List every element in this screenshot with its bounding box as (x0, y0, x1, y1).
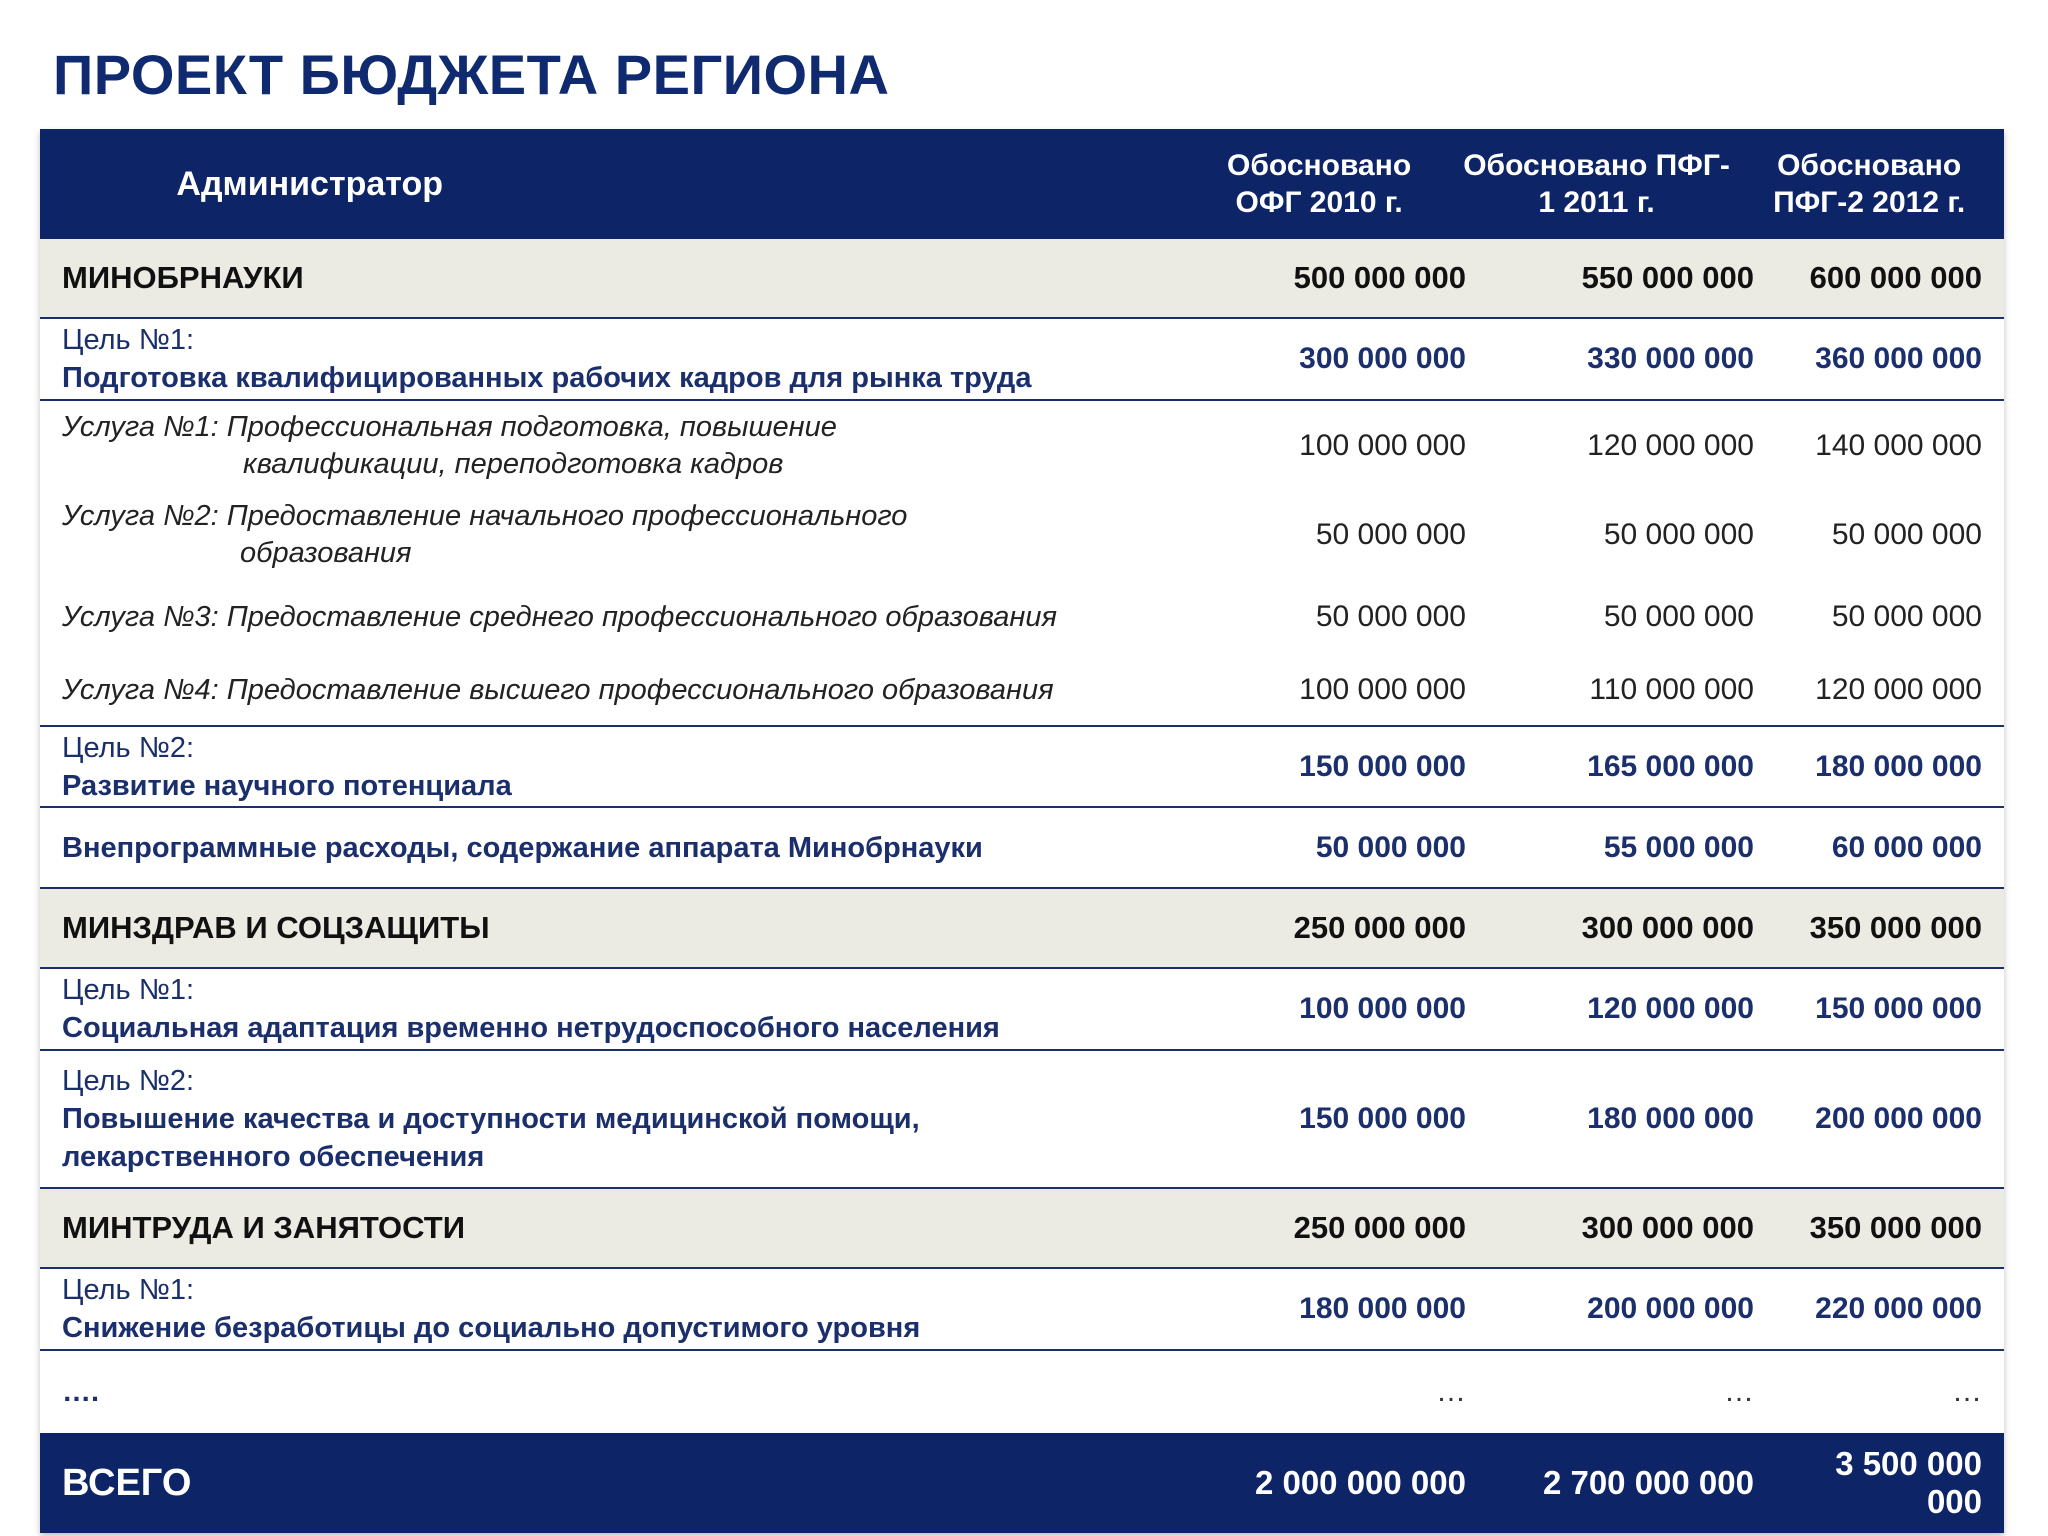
value-2010: 250 000 000 (1293, 1210, 1466, 1245)
value-2012: 180 000 000 (1815, 749, 1982, 783)
value-2011: 55 000 000 (1603, 830, 1754, 864)
value-2011: 50 000 000 (1603, 600, 1754, 633)
value-2011: 550 000 000 (1581, 260, 1754, 295)
value-2012: 600 000 000 (1809, 260, 1982, 295)
value-2012: 60 000 000 (1831, 830, 1982, 864)
service-text: Услуга №4: Предоставление высшего профессионального образования (62, 673, 1054, 706)
goal-text: Развитие научного потенциала (62, 769, 512, 802)
value-2011: 300 000 000 (1581, 910, 1754, 945)
value-2011: 110 000 000 (1589, 673, 1754, 706)
header-col-2012: Обосновано ПФГ-2 2012 г. (1773, 149, 1966, 219)
goal-label: Цель №2: (62, 731, 195, 764)
goal-row (40, 969, 2004, 1051)
ellipsis-row (40, 1351, 2004, 1433)
value-2010: 150 000 000 (1299, 1102, 1466, 1135)
goal-text: Снижение безработицы до социально допустимого уровня (62, 1312, 921, 1344)
goal-text: Подготовка квалифицированных рабочих кадров для рынка труда (62, 362, 1032, 394)
value-2012: 150 000 000 (1815, 992, 1982, 1025)
value-2010: 100 000 000 (1299, 992, 1466, 1025)
header-col-2011: Обосновано ПФГ- 1 2011 г. (1463, 149, 1730, 219)
header-col-2010: Обосновано ОФГ 2010 г. (1227, 149, 1412, 219)
value-2010: 50 000 000 (1315, 518, 1466, 551)
value-2010: … (1436, 1375, 1466, 1408)
admin-name: МИНОБРНАУКИ (62, 260, 304, 295)
service-text-cont: образования (240, 537, 412, 569)
service-row (40, 491, 2004, 579)
budget-table (40, 129, 2004, 1533)
value-2012: 120 000 000 (1815, 673, 1982, 706)
value-2011: 200 000 000 (1587, 1292, 1754, 1325)
value-2011: 300 000 000 (1581, 1210, 1754, 1245)
goal-row (40, 1269, 2004, 1351)
service-row (40, 401, 2004, 491)
value-2010: 300 000 000 (1299, 342, 1466, 375)
goal-text-cont: лекарственного обеспечения (62, 1141, 485, 1173)
value-2012: 50 000 000 (1831, 518, 1982, 551)
value-2012: 350 000 000 (1809, 1210, 1982, 1245)
value-2012: 200 000 000 (1815, 1102, 1982, 1135)
value-2011: 50 000 000 (1603, 518, 1754, 551)
admin-name: МИНЗДРАВ И СОЦЗАЩИТЫ (62, 910, 490, 945)
value-2012: 350 000 000 (1809, 910, 1982, 945)
total-row (40, 1433, 2004, 1533)
goal-row (40, 1051, 2004, 1189)
value-2011: 180 000 000 (1587, 1102, 1754, 1135)
value-2010: 50 000 000 (1315, 830, 1466, 864)
value-2010: 100 000 000 (1299, 673, 1466, 706)
service-row (40, 655, 2004, 727)
value-2012: 50 000 000 (1831, 600, 1982, 633)
value-2010: 180 000 000 (1299, 1292, 1466, 1325)
value-2012: … (1952, 1375, 1982, 1408)
goal-label: Цель №1: (62, 324, 195, 356)
value-2011: 165 000 000 (1587, 749, 1754, 783)
total-2011: 2 700 000 000 (1542, 1464, 1754, 1501)
goal-row (40, 319, 2004, 401)
goal-text: Повышение качества и доступности медицинской помощи, (62, 1103, 920, 1135)
admin-name: МИНТРУДА И ЗАНЯТОСТИ (62, 1210, 465, 1245)
admin-row-minzdrav (40, 889, 2004, 969)
goal-label: Цель №1: (62, 974, 195, 1006)
total-2010: 2 000 000 000 (1254, 1464, 1466, 1501)
admin-row-mintrud (40, 1189, 2004, 1269)
value-2011: 120 000 000 (1587, 429, 1754, 462)
value-2012: 220 000 000 (1815, 1292, 1982, 1325)
value-2010: 150 000 000 (1299, 749, 1466, 783)
value-2011: 120 000 000 (1587, 992, 1754, 1025)
service-text: Услуга №1: Профессиональная подготовка, повышение (62, 411, 837, 443)
service-row (40, 579, 2004, 655)
page-title: ПРОЕКТ БЮДЖЕТА РЕГИОНА (53, 43, 890, 106)
goal-row (40, 808, 2004, 889)
goal-text: Внепрограммные расходы, содержание аппарата Минобрнауки (62, 831, 983, 864)
goal-label: Цель №1: (62, 1274, 195, 1306)
total-label: ВСЕГО (62, 1461, 192, 1504)
goal-label: Цель №2: (62, 1065, 195, 1097)
value-2010: 50 000 000 (1315, 600, 1466, 633)
goal-text: Социальная адаптация временно нетрудоспособного населения (62, 1012, 1000, 1044)
service-text: Услуга №3: Предоставление среднего профессионального образования (62, 600, 1057, 633)
table-header (40, 129, 2004, 239)
service-text: Услуга №2: Предоставление начального профессионального (62, 500, 908, 532)
value-2011: … (1724, 1375, 1754, 1408)
value-2011: 330 000 000 (1587, 342, 1754, 375)
header-admin: Администратор (176, 164, 444, 203)
value-2012: 140 000 000 (1815, 429, 1982, 462)
value-2010: 250 000 000 (1293, 910, 1466, 945)
value-2010: 500 000 000 (1293, 260, 1466, 295)
total-2012: 3 500 000 000 (1835, 1445, 1982, 1520)
goal-row (40, 727, 2004, 808)
ellipsis-text: …. (62, 1376, 100, 1408)
value-2012: 360 000 000 (1815, 342, 1982, 375)
admin-row-minobr (40, 239, 2004, 319)
value-2010: 100 000 000 (1299, 429, 1466, 462)
service-text-cont: квалификации, переподготовка кадров (243, 448, 784, 480)
